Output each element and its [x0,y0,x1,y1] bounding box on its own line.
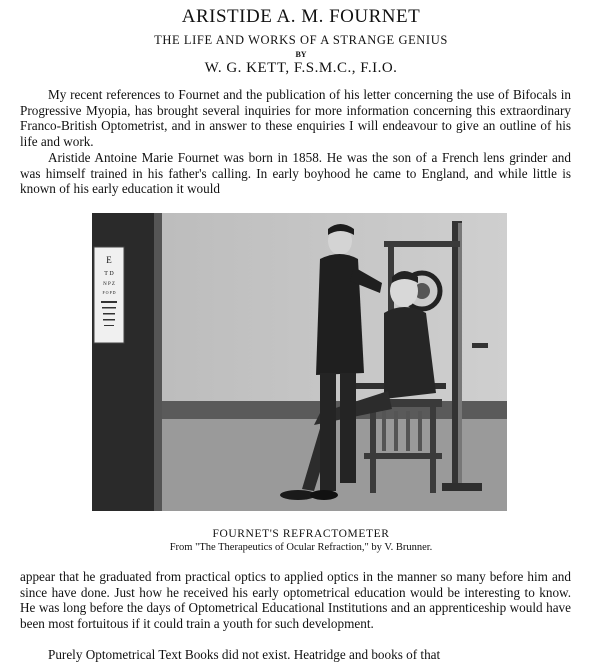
article-author: W. G. KETT, F.S.M.C., F.I.O. [204,60,398,76]
chart-row-4: F O P D [102,290,116,295]
paragraph-3: appear that he graduated from practical optics to applied optics in the manner so many before him and since have done. Just how he received his early optometrical education would be interesting to know. He was long before the days of Optometrical Educational Institutions and an apprenticeship would have been most fortuitous if it could train a youth for such development. [20,569,571,631]
refractometer-illustration [92,213,507,511]
figure-credit: From "The Therapeutics of Ocular Refraction," by V. Brunner. [169,542,433,553]
paragraph-4: Purely Optometrical Text Books did not exist. Heatridge and books of that [48,647,441,662]
refractometer-photo [92,213,507,511]
chart-row-1: E [106,255,112,265]
paragraph-1: My recent references to Fournet and the publication of his letter concerning the use of Bifocals in Progressive Myopia, has brought several inquiries for more information concerning this extraordinary Franco-British Optometrist, and in answer to these enquiries I will endeavour to give an outline of his life and work. [20,87,571,149]
figure-caption: FOURNET'S REFRACTOMETER [212,528,390,540]
article-title: ARISTIDE A. M. FOURNET [181,6,421,27]
article-subtitle: THE LIFE AND WORKS OF A STRANGE GENIUS [154,33,448,47]
chart-row-3: N P Z [103,282,115,287]
paragraph-2: Aristide Antoine Marie Fournet was born in 1858. He was the son of a French lens grinder and was himself trained in his father's calling. In early boyhood he came to England, and while little is known of his early education it would [20,150,571,197]
chart-row-2: T D [104,271,114,277]
byline-by: BY [295,50,307,59]
